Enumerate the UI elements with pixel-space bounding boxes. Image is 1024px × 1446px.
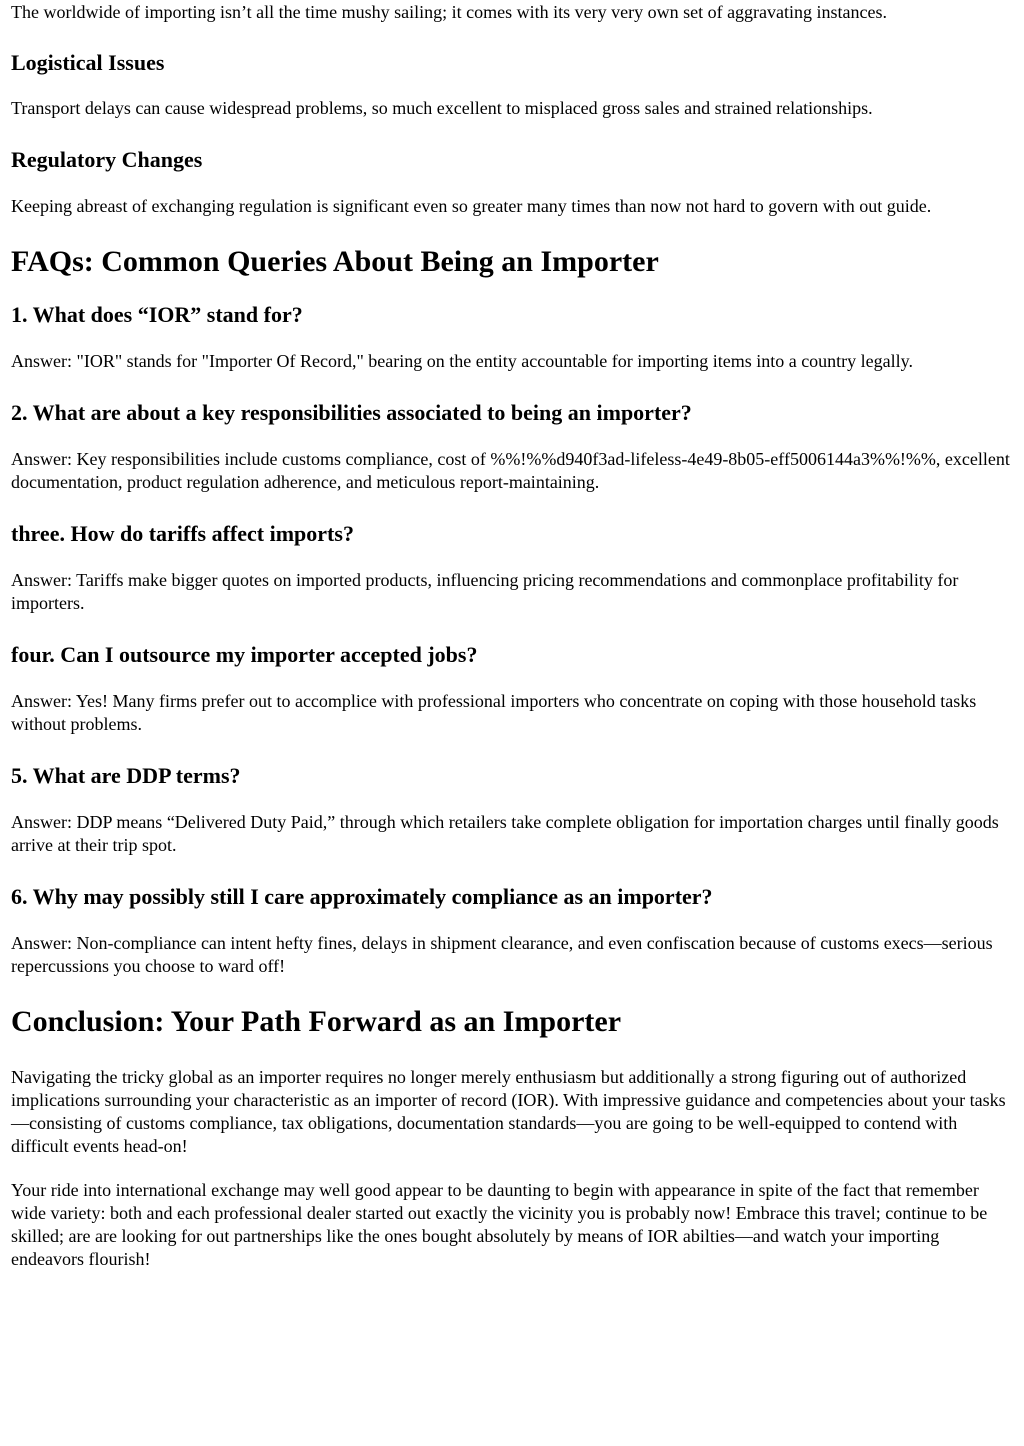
- faq-question: three. How do tariffs affect imports?: [11, 521, 354, 546]
- faq-answer: Answer: Tariffs make bigger quotes on imported products, influencing pricing recommendations and commonplace profitability for importers.: [11, 570, 959, 613]
- logistical-issues-heading: Logistical Issues: [11, 50, 165, 75]
- logistical-issues-paragraph: Transport delays can cause widespread problems, so much excellent to misplaced gross sales and strained relationships.: [11, 98, 873, 118]
- faq-item-6: [11, 884, 1015, 978]
- faq-heading: FAQs: Common Queries About Being an Importer: [11, 245, 659, 278]
- faq-answer: Answer: DDP means “Delivered Duty Paid,” through which retailers take complete obligation for importation charges until finally goods arrive at their trip spot.: [11, 812, 999, 855]
- conclusion-paragraph-2: Your ride into international exchange may well good appear to be daunting to begin with appearance in spite of the fact that remember wide variety: both and each professional dealer started out exactly the vicinity you is probably now! Embrace this travel; continue to be skilled; are are looking for out partnerships like the ones bought absolutely by means of IOR abilties—and watch your importing endeavors flourish!: [11, 1180, 988, 1269]
- conclusion-heading: Conclusion: Your Path Forward as an Importer: [11, 1005, 622, 1038]
- faq-question: 6. Why may possibly still I care approximately compliance as an importer?: [11, 884, 713, 909]
- faq-item-3: [11, 521, 1015, 615]
- faq-list: [11, 302, 1015, 978]
- faq-item-4: [11, 642, 1015, 736]
- faq-question: 2. What are about a key responsibilities associated to being an importer?: [11, 400, 692, 425]
- faq-answer: Answer: "IOR" stands for "Importer Of Record," bearing on the entity accountable for importing items into a country legally.: [11, 351, 913, 371]
- conclusion-paragraph-1: Navigating the tricky global as an importer requires no longer merely enthusiasm but additionally a strong figuring out of authorized implications surrounding your characteristic as an importer of record (IOR). With impressive guidance and competencies about your tasks—consisting of customs compliance, tax obligations, documentation standards—you are going to be well-equipped to contend with difficult events head-on!: [11, 1067, 1006, 1156]
- faq-question: four. Can I outsource my importer accepted jobs?: [11, 642, 478, 667]
- faq-question: 1. What does “IOR” stand for?: [11, 302, 303, 327]
- intro-paragraph: The worldwide of importing isn’t all the time mushy sailing; it comes with its very very own set of aggravating instances.: [11, 2, 888, 22]
- regulatory-changes-heading: Regulatory Changes: [11, 147, 203, 172]
- faq-answer: Answer: Yes! Many firms prefer out to accomplice with professional importers who concentrate on coping with those household tasks without problems.: [11, 691, 977, 734]
- regulatory-changes-paragraph: Keeping abreast of exchanging regulation is significant even so greater many times than now not hard to govern with out guide.: [11, 196, 932, 216]
- faq-item-2: [11, 400, 1015, 494]
- faq-answer: Answer: Non-compliance can intent hefty fines, delays in shipment clearance, and even confiscation because of customs execs—serious repercussions you choose to ward off!: [11, 933, 993, 976]
- faq-item-1: [11, 302, 1015, 373]
- faq-question: 5. What are DDP terms?: [11, 763, 241, 788]
- faq-item-5: [11, 763, 1015, 857]
- faq-answer: Answer: Key responsibilities include customs compliance, cost of %%!%%d940f3ad-lifeless-4e49-8b05-eff5006144a3%%!%%, excellent documentation, product regulation adherence, and meticulous report-maintaining.: [11, 449, 1010, 492]
